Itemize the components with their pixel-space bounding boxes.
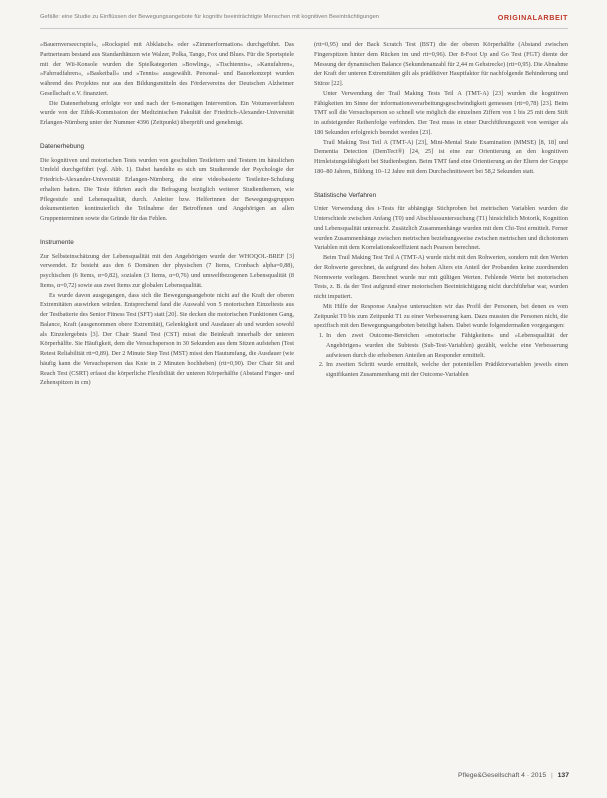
running-title: Gefälle: eine Studie zu Einflüssen der Bewegungsangebote für kognitiv beeinträchtigte Menschen mit kognitiven Beeinträchtigungen	[40, 14, 380, 20]
list-item: 2. Im zweiten Schritt wurde ermittelt, welche der potentiellen Prädiktorvariablen jeweils einen signifikanten Zusammenhang mit der Outcome-Variablen	[325, 360, 568, 380]
section-heading-statistik: Statistische Verfahren	[314, 191, 377, 199]
page-number: 137	[557, 772, 569, 779]
paragraph: Trail Making Test Teil A (TMT-A) [23], Mini-Mental State Examination (MMSE) [8, 18] und Dementia Detection (DemTect®) [24, 25] ist eine zur Orientierung an den kognitiven Hirnleistungsfähigkeit bei Studienbeginn. Beim TMT fand eine Orientierung an der Eltern der Gruppe 180–80 Jahren, Bildung 10–12 Jahre mit dem Durchschnittswert bei 58,2 Sekunden statt.	[314, 138, 568, 175]
section-heading-instrumente: Instrumente	[40, 238, 74, 246]
paragraph: »Bauernverseecrspiel«, »Rockspiel mit Abklatsch« oder »Zimmerformation« durchgeführt. Das Partnerteam bestand aus Standardtänzen wie Walzer, Polka, Tango, Fox und Blues. Für die Sportspiele mit der Wii-Konsole wurden die Spielkategorien »Bowling«, »Tischtennis«, »Kanufahren«, »Fahrradfahren«, »Basketball« und »Tennis« ausgewählt. Personal- und Bauorkonzept wurden während des Projektes nur aus den Bildungsmitteln des Fördervereins der Deutschen Alzheimer Gesellschaft e.V. finanziert.	[40, 41, 294, 97]
paragraph: Mit Hilfe der Response Analyse untersuchten wir das Profil der Personen, bei denen es vom Zeitpunkt T0 bis zum Zeitpunkt T1 zu einer Verbesserung kam. Dazu mussten die Personen nicht, die spezifisch mit den Bewegungsangeboten beteiligt haben. Dabei wurde folgendermaßen vorgegangen:	[314, 302, 568, 330]
journal-name: Pflege&Gesellschaft	[458, 772, 520, 779]
numbered-list	[314, 331, 568, 380]
right-column	[314, 40, 568, 762]
journal-issue: 4 · 2015	[521, 772, 547, 779]
paragraph: Zur Selbsteinschätzung der Lebensqualität mit den Angehörigen wurde der WHOQOL-BREF [3] verwendet. Er besteht aus den 6 Domänen der physischen (7 Items, Cronbach alpha=0,88), psychischen (6 Items, α=0,82), sozialen (3 Items, α=0,76) und umweltbezogenen Lebensqualität (8 Items, α=0,72) sowie aus zwei Items zur globalen Lebensqualität.	[40, 252, 294, 289]
list-item: 1. In den zwei Outcome-Bereichen »motorische Fähigkeiten« und »Lebensqualität der Angehörigen« wurden die Subtests (Sub-Test-Variablen) gezählt, welche eine Verbesserung aufwiesen durch die erhobenen Anteilen an Responder ermittelt.	[325, 331, 568, 360]
paragraph: Beim Trail Making Test Teil A (TMT-A) wurde nicht mit den Rohwerten, sondern mit den Werten der Rohwerte gerechnet, da aufgrund des hohen Alters ein Anteil der Probanden keine zuordnenden Normwerte vorliegen. Berechnet wurde nur mit gültigen Werten. Fehlende Werte bei motorischen Tests, z. B. da der Test aufgrund einer motorischen Beeinträchtigung nicht durchführbar war, wurden nicht imputiert.	[314, 254, 568, 300]
left-column	[40, 40, 294, 762]
footer-separator: |	[551, 772, 553, 779]
paragraph: Es wurde davon ausgegangen, dass sich die Bewegungsangebote nicht auf die Kraft der oberen Extremitäten auswirken würden. Entsprechend fand die Auswahl von 5 motorischen Einzeltests aus der Testbatterie des Senior Fitness Test (SFT) statt [20]. Sie decken die motorischen Funktionen Gang, Balance, Kraft (ausgenommen obere Extremität), Gelenkigkeit und Ausdauer ab und wurden sowohl als Einzelergebnis [3]. Der Chair Stand Test (CST) misst die Beinkraft innerhalb der unteren Körperhälfte. Sie Häufigkeit, dem die Versuchsperson in 30 Sekunden aus dem Sitzen aufstehen (Test Retest Reliabilität rtt=0,89). Der 2 Minute Step Test (MST) misst den Hautumfang, die Ausdauer (wie häufig kann die Versuchsperson das Knie in 2 Minuten hochheben) (rtt=0,90). Der Chair Sit and Reach Test (CSRT) erfasst die körperliche Flexibilität der unteren Körperhälfte (Abstand Finger- und Zehenspitzen in cm)	[40, 291, 294, 387]
paragraph: (rtt=0,95) und der Back Scratch Test (BST) die der oberen Körperhälfte (Abstand zwischen Fingerspitzen hinter dem Rücken im und rtt=0,96). Der 8-Foot Up and Go Test (FGT) diente der Messung der dynamischen Balance (Sekundenanzahl für 2,44 m Gehstrecke) (rtt=0,95). Die Abnahme der Kraft der unteren Extremitäten gilt als prädiktiver Hauptfaktor für nachfolgende Behinderung und Stürze [22].	[314, 41, 568, 87]
paragraph: Die kognitiven und motorischen Tests wurden von geschulten Testleitern und Testern im häuslichen Umfeld durchgeführt (vgl. Abb. 1). Dabei handelte es sich um Studierende der Psychologie der Friedrich-Alexander-Universität Erlangen-Nürnberg, die eine videobasierte Testleiter-Schulung erhalten hatten. Die Teste führten auch die Befragung bezüglich weiterer Studienthemen, wie Pflegestufe und Lebensqualität, durch. Anleiter bzw. Helferinnen der Bewegungsgruppen dokumentierten kontinuierlich die Teilnahme der Betroffenen und Angehörigen an allen Gruppenterminen sowie die Gründe für das Fehlen.	[40, 156, 294, 222]
header-divider	[40, 28, 568, 29]
section-heading-datenerhebung: Datenerhebung	[40, 142, 85, 150]
paragraph: Die Datenerhebung erfolgte vor und nach der 6-monatigen Intervention. Ein Votumsverfahren wurde von der Ethik-Kommission der Medizinischen Fakultät der Friedrich-Alexander-Universität Erlangen-Nürnberg unter der Nummer 4396 (Zeitpunkt) überprüft und genehmigt.	[40, 99, 294, 126]
section-label: ORIGINALARBEIT	[497, 13, 568, 22]
page-footer	[458, 772, 569, 779]
paragraph: Unter Verwendung des t-Tests für abhängige Stichproben bei metrischen Variablen wurden die Unterschiede zwischen Anfang (T0) und Abschlussuntersuchung (T1) hinsichtlich Motorik, Kognition und Lebensqualität untersucht. Zusätzlich Zusammenhänge wurden mit dem Chi-Test ermittelt. Ferner wurden Zusammenhänge zwischen metrischen beziehungsweise zwischen metrischen und dichotomen Variablen mit dem Korrelationskoeffizient nach Pearson berechnet.	[314, 205, 568, 252]
running-header	[40, 14, 568, 28]
paragraph: Unter Verwendung der Trail Making Tests Teil A (TMT-A) [23] wurden die kognitiven Fähigkeiten im Sinne der informationsverarbeitungsgeschwindigkeit gemessen (rtt=0,78) [23]. Beim TMT soll die Versuchsperson so schnell wie möglich die einzelnen Ziffern von 1 bis 25 mit dem Stift in aufsteigender Reihenfolge verbinden. Der Test muss in einer Durchführungszeit von weniger als 180 Sekunden erfolgreich beendet werden [23].	[314, 89, 568, 136]
